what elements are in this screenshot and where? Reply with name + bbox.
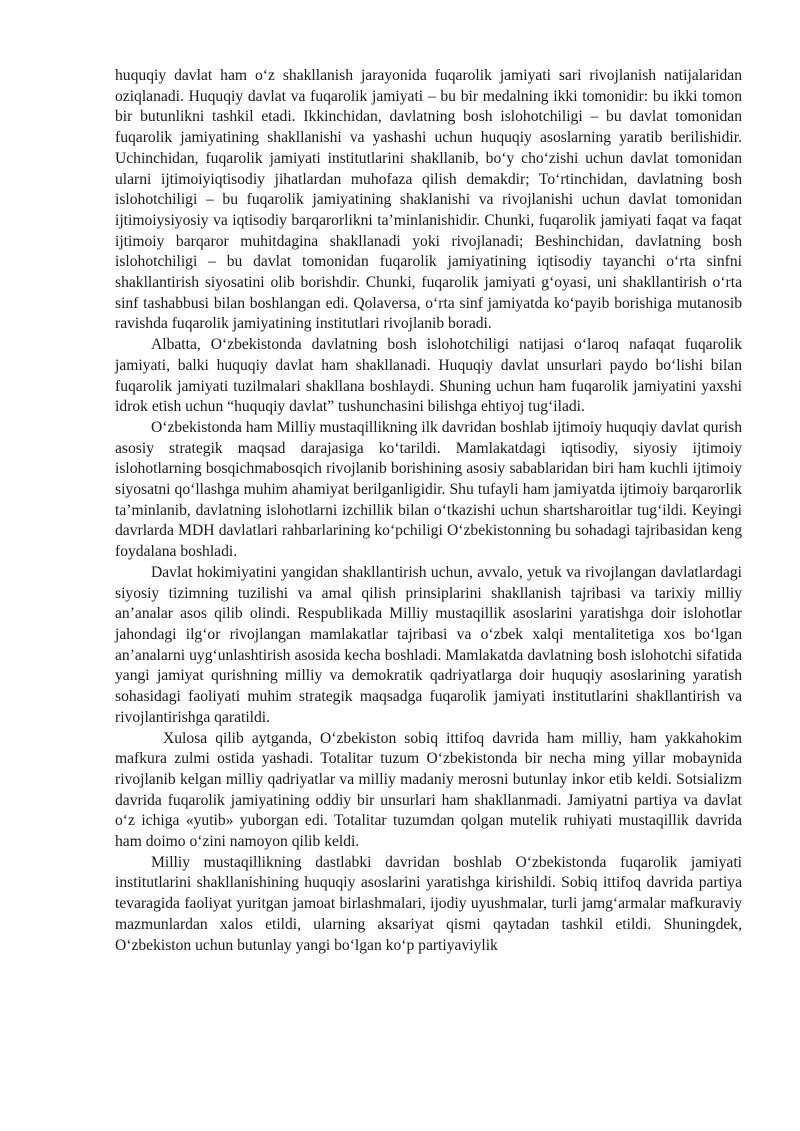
paragraph-5: Xulosa qilib aytganda, O‘zbekiston sobiq ittifoq davrida ham milliy, ham yakkahokim mafkura zulmi ostida yashadi. Totalitar tuzum O‘zbekistonda bir necha ming yillar mobaynida rivojlanib kelgan milliy qadriyatlar va milliy madaniy merosni butunlay inkor etib keldi. Sotsializm davrida fuqarolik jamiyatining oddiy bir unsurlari ham shakllanmadi. Jamiyatni partiya va davlat o‘z ichiga «yutib» yuborgan edi. Totalitar tuzumdan qolgan mutelik ruhiyati mustaqillik davrida ham doimo o‘zini namoyon qilib keldi. bbox=[115, 729, 742, 851]
paragraph-3: O‘zbekistonda ham Milliy mustaqillikning ilk davridan boshlab ijtimoiy huquqiy davlat qurish asosiy strategik maqsad darajasiga ko‘tarildi. Mamlakatdagi iqtisodiy, siyosiy ijtimoiy islohotlarning bosqichmabosqich rivojlanib borishining asosiy sabablaridan biri ham kuchli ijtimoiy siyosatni qo‘llashga muhim ahamiyat berilganligidir. Shu tufayli ham jamiyatda ijtimoiy barqarorlik ta’minlanib, davlatning islohotlarni izchillik bilan o‘tkazishi uchun shartsharoitlar tug‘ildi. Keyingi davrlarda MDH davlatlari rahbarlarining ko‘pchiligi O‘zbekistonning bu sohadagi tajribasidan keng foydalana boshladi. bbox=[115, 418, 742, 561]
paragraph-2: Albatta, O‘zbekistonda davlatning bosh islohotchiligi natijasi o‘laroq nafaqat fuqarolik jamiyati, balki huquqiy davlat ham shakllanadi. Huquqiy davlat unsurlari paydo bo‘lishi bilan fuqarolik jamiyati tuzilmalari shakllana boshlaydi. Shuning uchun ham fuqarolik jamiyatini yaxshi idrok etish uchun “huquqiy davlat” tushunchasini bilishga ehtiyoj tug‘iladi. bbox=[115, 336, 742, 416]
paragraph-6: Milliy mustaqillikning dastlabki davridan boshlab O‘zbekistonda fuqarolik jamiyati institutlarini shakllanishining huquqiy asoslarini yaratishga kirishildi. Sobiq ittifoq davrida partiya tevaragida faoliyat yuritgan jamoat birlashmalari, ijodiy uyushmalar, turli jamg‘armalar mafkuraviy mazmunlardan xalos etildi, ularning aksariyat qismi qaytadan tashkil etildi. Shuningdek, O‘zbekiston uchun butunlay yangi bo‘lgan ko‘p partiyaviylik bbox=[115, 853, 742, 954]
paragraph-1: huquqiy davlat ham o‘z shakllanish jarayonida fuqarolik jamiyati sari rivojlanish natijalaridan oziqlanadi. Huquqiy davlat va fuqarolik jamiyati – bu bir medalning ikki tomonidir: bu ikki tomon bir butunlikni tashkil etadi. Ikkinchidan, davlatning bosh islohotchiligi – bu davlat tomonidan fuqarolik jamiyatining shakllanishi va yashashi uchun huquqiy asoslarning yaratib berilishidir. Uchinchidan, fuqarolik jamiyati institutlarini shakllanib, bo‘y cho‘zishi uchun davlat tomonidan ularni ijtimoiyiqtisodiy jihatlardan muhofaza qilish demakdir; To‘rtinchidan, davlatning bosh islohotchiligi – bu fuqarolik jamiyatining shaklanishi va rivojlanishi uchun davlat tomonidan ijtimoiysiyosiy va iqtisodiy barqarorlikni ta’minlanishidir. Chunki, fuqarolik jamiyati faqat va faqat ijtimoiy barqaror muhitdagina shakllanadi yoki rivojlanadi; Beshinchidan, davlatning bosh islohotchiligi – bu davlat tomonidan fuqarolik jamiyatining iqtisodiy tayanchi o‘rta sinfni shakllantirish siyosatini olib borishdir. Chunki, fuqarolik jamiyati g‘oyasi, uni shakllantirish o‘rta sinf tashabbusi bilan boshlangan edi. Qolaversa, o‘rta sinf jamiyatda ko‘payib borishiga mutanosib ravishda fuqarolik jamiyatining institutlari rivojlanib boradi. bbox=[115, 67, 742, 333]
paragraph-4: Davlat hokimiyatini yangidan shakllantirish uchun, avvalo, yetuk va rivojlangan davlatlardagi siyosiy tizimning tuzilishi va amal qilish prinsiplarini shakllanish tajribasi va tarixiy milliy an’analar asos qilib olindi. Respublikada Milliy mustaqillik asoslarini yaratishga doir islohotlar jahondagi ilg‘or rivojlangan mamlakatlar tajribasi va o‘zbek xalqi mentalitetiga xos bo‘lgan an’analarni uyg‘unlashtirish asosida kecha boshladi. Mamlakatda davlatning bosh islohotchi sifatida yangi jamiyat qurishning milliy va demokratik qadriyatlarga doir huquqiy asoslarining yaratish sohasidagi faoliyati muhim strategik maqsadga fuqarolik jamiyati institutlarini shakllantirish va rivojlantirishga qaratildi. bbox=[115, 563, 742, 726]
